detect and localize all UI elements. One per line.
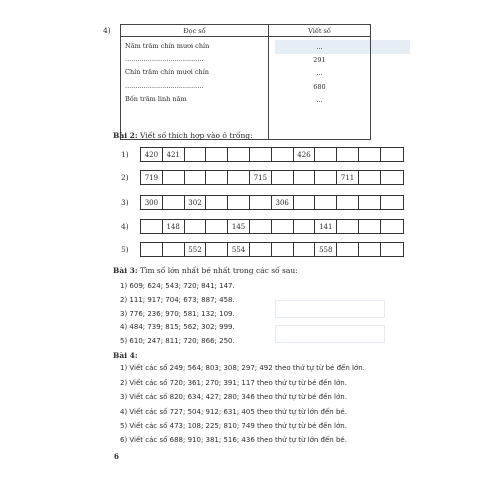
blank-number-cell[interactable] <box>359 196 381 209</box>
write-cell: ... <box>316 69 323 78</box>
bai3-instruction: Tìm số lớn nhất bé nhất trong các số sau: <box>137 266 298 275</box>
blank-number-cell[interactable] <box>272 171 294 184</box>
read-cell: ...................................... <box>125 81 204 90</box>
number-cell: 302 <box>185 196 207 209</box>
write-cell: 680 <box>313 82 326 91</box>
blank-number-cell[interactable] <box>381 220 403 233</box>
number-cell: 426 <box>294 148 316 161</box>
bai4-item: 6) Viết các số 688; 910; 381; 516; 436 theo thứ tự từ lớn đến bé. <box>120 436 347 444</box>
number-cell: 421 <box>163 148 185 161</box>
bleed-through-box <box>275 300 385 318</box>
number-cell: 711 <box>337 171 359 184</box>
number-cell: 306 <box>272 196 294 209</box>
table-number: 4) <box>103 26 111 35</box>
number-cell: 715 <box>250 171 272 184</box>
number-cell: 719 <box>141 171 163 184</box>
bai2-row-label: 3) <box>121 198 129 207</box>
number-cell: 558 <box>315 243 337 256</box>
bai3-heading <box>113 266 298 275</box>
bai2-number-row <box>140 170 404 185</box>
read-write-table <box>120 24 371 140</box>
bai2-heading <box>113 131 253 140</box>
blank-number-cell[interactable] <box>359 148 381 161</box>
header-read: Đọc số <box>121 25 269 37</box>
bai2-row-label: 5) <box>121 245 129 254</box>
blank-number-cell[interactable] <box>294 243 316 256</box>
blank-number-cell[interactable] <box>315 171 337 184</box>
blank-number-cell[interactable] <box>381 243 403 256</box>
bai2-title: Bài 2: <box>113 131 138 140</box>
bai3-item: 4) 484; 739; 815; 562; 302; 999. <box>120 323 235 331</box>
header-write: Viết số <box>269 25 371 37</box>
read-cell: Bốn trăm linh năm <box>125 94 187 103</box>
read-column <box>121 37 269 140</box>
number-cell: 300 <box>141 196 163 209</box>
bai4-item: 4) Viết các số 727; 504; 912; 631; 405 theo thứ tự từ lớn đến bé. <box>120 408 347 416</box>
write-cell: ... <box>316 95 323 104</box>
blank-number-cell[interactable] <box>315 196 337 209</box>
blank-number-cell[interactable] <box>294 171 316 184</box>
blank-number-cell[interactable] <box>228 148 250 161</box>
blank-number-cell[interactable] <box>228 171 250 184</box>
blank-number-cell[interactable] <box>206 220 228 233</box>
bai3-item: 1) 609; 624; 543; 720; 841; 147. <box>120 282 235 290</box>
blank-number-cell[interactable] <box>206 243 228 256</box>
blank-number-cell[interactable] <box>381 171 403 184</box>
read-cell: Năm trăm chín mươi chín <box>125 42 210 50</box>
blank-number-cell[interactable] <box>337 148 359 161</box>
bai2-row-label: 4) <box>121 222 129 231</box>
blank-number-cell[interactable] <box>185 171 207 184</box>
blank-number-cell[interactable] <box>272 148 294 161</box>
blank-number-cell[interactable] <box>337 243 359 256</box>
bai4-item: 5) Viết các số 473; 108; 225; 810; 749 theo thứ tự từ bé đến lớn. <box>120 422 347 430</box>
number-cell: 420 <box>141 148 163 161</box>
blank-number-cell[interactable] <box>250 196 272 209</box>
blank-number-cell[interactable] <box>163 243 185 256</box>
blank-number-cell[interactable] <box>250 243 272 256</box>
blank-number-cell[interactable] <box>206 148 228 161</box>
number-cell: 148 <box>163 220 185 233</box>
blank-number-cell[interactable] <box>250 148 272 161</box>
bai2-number-row <box>140 195 404 210</box>
bai2-number-row <box>140 147 404 162</box>
bai4-item: 2) Viết các số 720; 361; 270; 391; 117 theo thứ tự từ bé đến lớn. <box>120 379 347 387</box>
blank-number-cell[interactable] <box>206 171 228 184</box>
bai4-item: 3) Viết các số 820; 634; 427; 280; 346 theo thứ tự từ bé đến lớn. <box>120 393 347 401</box>
blank-number-cell[interactable] <box>337 196 359 209</box>
blank-number-cell[interactable] <box>228 196 250 209</box>
page-number: 6 <box>114 452 119 461</box>
number-cell: 145 <box>228 220 250 233</box>
write-cell: ... <box>316 43 323 51</box>
bai2-number-row <box>140 219 404 234</box>
blank-number-cell[interactable] <box>359 171 381 184</box>
blank-number-cell[interactable] <box>141 220 163 233</box>
blank-number-cell[interactable] <box>163 171 185 184</box>
bai2-number-row <box>140 242 404 257</box>
number-cell: 554 <box>228 243 250 256</box>
blank-number-cell[interactable] <box>163 196 185 209</box>
bai3-item: 2) 111; 917; 704; 673; 887; 458. <box>120 296 235 304</box>
bai2-instruction: Viết số thích hợp vào ô trống: <box>137 131 253 140</box>
write-column <box>269 37 371 140</box>
bai2-row-label: 1) <box>121 150 129 159</box>
number-cell: 552 <box>185 243 207 256</box>
blank-number-cell[interactable] <box>315 148 337 161</box>
number-cell: 141 <box>315 220 337 233</box>
bai4-title: Bài 4: <box>113 351 138 360</box>
blank-number-cell[interactable] <box>294 196 316 209</box>
bai3-item: 3) 776; 236; 970; 581; 132; 109. <box>120 310 235 318</box>
bai3-title: Bài 3: <box>113 266 138 275</box>
blank-number-cell[interactable] <box>272 243 294 256</box>
blank-number-cell[interactable] <box>206 196 228 209</box>
bai3-item: 5) 610; 247; 811; 720; 866; 250. <box>120 337 235 345</box>
read-cell: Chín trăm chín mươi chín <box>125 68 209 77</box>
bai4-heading <box>113 351 138 360</box>
blank-number-cell[interactable] <box>141 243 163 256</box>
blank-number-cell[interactable] <box>381 196 403 209</box>
blank-number-cell[interactable] <box>381 148 403 161</box>
blank-number-cell[interactable] <box>359 243 381 256</box>
blank-number-cell[interactable] <box>272 220 294 233</box>
read-cell: ...................................... <box>125 55 204 64</box>
bai2-row-label: 2) <box>121 173 129 182</box>
blank-number-cell[interactable] <box>294 220 316 233</box>
blank-number-cell[interactable] <box>250 220 272 233</box>
blank-number-cell[interactable] <box>359 220 381 233</box>
bai4-item: 1) Viết các số 249; 564; 803; 308; 297; 492 theo thứ tự từ bé đến lớn. <box>120 364 365 372</box>
blank-number-cell[interactable] <box>185 220 207 233</box>
bleed-through-box <box>275 325 385 343</box>
blank-number-cell[interactable] <box>337 220 359 233</box>
blank-number-cell[interactable] <box>185 148 207 161</box>
write-cell: 291 <box>313 56 326 65</box>
